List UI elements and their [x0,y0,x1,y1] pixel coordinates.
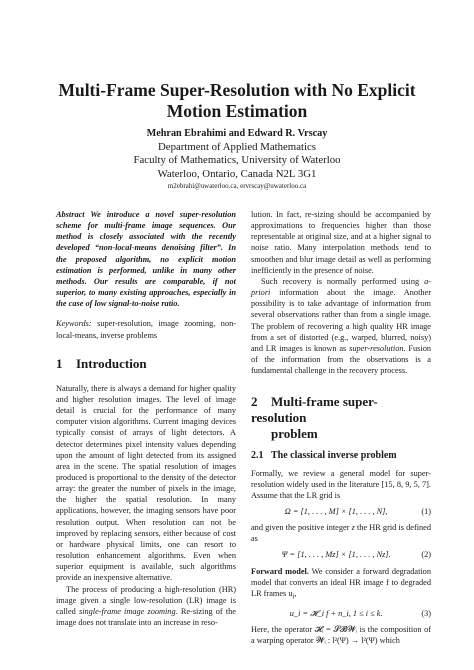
p2-part-c: . Fusion of the information from the observations is a fundamental challenge in the recovery process. [251,343,431,376]
keywords [56,318,236,340]
affiliation-line-1: Department of Applied Mathematics [157,141,316,153]
affiliation-line-2: Faculty of Mathematics, University of Waterloo [133,154,341,167]
paper-title [0,80,474,122]
p2-part-a: Such recovery is normally performed using [261,276,425,286]
p5-subscript: i [292,593,295,601]
authors: Mehran Ebrahimi and Edward R. Vrscay [146,128,328,139]
section-1-number: 1 [56,355,63,371]
intro-paragraph-2 [56,584,236,629]
section-2-title-line-2: problem [271,426,318,442]
equation-3 [251,608,431,619]
p5-end: , [294,588,297,598]
equation-2-number: (2) [421,550,431,560]
equation-1-body: Ω = [1, . . . , M] × [1, . . . , N], [284,506,388,516]
equation-3-number: (3) [421,608,431,618]
equation-3-body: u_i = 𝓗_i f + n_i, 1 ≤ i ≤ k. [289,608,383,618]
right-paragraph-1: lution. In fact, re-sizing should be accompanied by approximations to frequencies higher than those representable at original size, and at a higher signal to noise ratio. Many interpolation methods tend to smoothen and blur image detail as well as performing inefficiently in the presence of noise. [251,210,431,275]
equation-2-body: Ψ = [1, . . . , Mz] × [1, . . . , Nz]. [281,550,391,560]
affiliation [0,141,474,181]
intro-p2-part-b: . Re-sizing of the image does not translate into an increase in reso- [56,606,236,627]
right-paragraph-6: Here, the operator 𝓗ᵢ = 𝓢𝓑𝓦ᵢ is the composition of a warping operator 𝓦ᵢ : l²(Ψ) → l²(Ψ) which [251,624,431,646]
title-line-2: Motion Estimation [166,101,308,121]
forward-model-label: Forward model. [251,566,309,576]
left-column [56,209,236,628]
intro-p2-emphasis: single-frame image zooming [78,606,176,616]
section-2-number: 2 [251,394,258,410]
right-paragraph-2 [251,276,431,376]
p2-part-b: information about the image. Another possibility is to take advantage of information from several observations rather than from a single image. The problem of recovering a high quality HR image from a set of distorted (e.g., warped, blurred, noisy) and LR images is known as [251,288,431,353]
title-line-1: Multi-Frame Super-Resolution with No Explicit [58,80,416,100]
right-paragraph-3: Formally, we review a general model for super-resolution widely used in the literature [15, 8, 9, 5, 7]. Assume that the LR grid is [251,468,431,500]
section-1-title: Introduction [76,355,147,371]
intro-paragraph-1: Naturally, there is always a demand for higher quality and higher resolution images. The level of image detail is crucial for the performance of many computer vision algorithms. Current imaging devices typically consist of arrays of light detectors. A detector determines pixel intensity values depending upon the amount of light detected from its assigned area in the scene. The spatial resolution of images produced is proportional to the density of the detector array: the greater the number of pixels in the image, the higher the spatial resolution. In many applications, however, the imaging sensors have poor resolution output. When resolution can not be improved by replacing sensors, either because of cost or hardware physical limits, one can resort to resolution enhancement algorithms. Even when superior equipment is available, such algorithms provide an inexpensive alternative. [56,383,236,583]
p5-text: We consider a forward degradation model that converts an ideal HR image f to degraded LR frames u [251,566,431,598]
p2-emphasis-super-resolution: super-resolution [349,343,404,353]
section-2-title-line-1: Multi-frame super-resolution [251,394,378,426]
abstract [56,209,236,309]
subsection-2-1-title: The classical inverse problem [271,450,397,462]
subsection-2-1-number: 2.1 [251,450,264,462]
p4-part-b: the HR grid is defined as [251,523,431,544]
section-2-heading [251,394,431,442]
section-1-heading [56,356,236,372]
right-paragraph-5 [251,566,431,603]
affiliation-line-3: Waterloo, Ontario, Canada N2L 3G1 [157,167,317,180]
abstract-text: We introduce a novel super-resolution scheme for multi-frame image sequences. Our method is closely associated with the recently developed “non-local-means denoising filter”. In the proposed algorithm, no explicit motion estimation is performed, unlike in many other methods. Our results are comparable, if not superior, to many existing approaches, especially in the case of low signal-to-noise ratio. [56,210,236,309]
abstract-label: Abstract [56,210,85,219]
equation-2 [251,549,431,560]
keywords-text: super-resolution, image zooming, non-local-means, inverse problems [56,319,236,340]
intro-p2-part-a: The process of producing a high-resolution (HR) image given a single low-resolution (LR) image is called [56,584,236,616]
p4-part-a: and given the positive integer [251,523,352,533]
right-column [251,209,431,646]
author-emails: m2ebrahi@uwaterloo.ca, ervrscay@uwaterloo.ca [167,182,307,190]
right-paragraph-4 [251,522,431,544]
p4-emphasis: z [351,523,355,533]
subsection-2-1-heading [251,450,431,461]
equation-1-number: (1) [421,506,431,516]
p2-emphasis-apriori: a-priori [251,276,431,298]
keywords-label: Keywords: [56,319,92,329]
equation-1 [251,506,431,517]
